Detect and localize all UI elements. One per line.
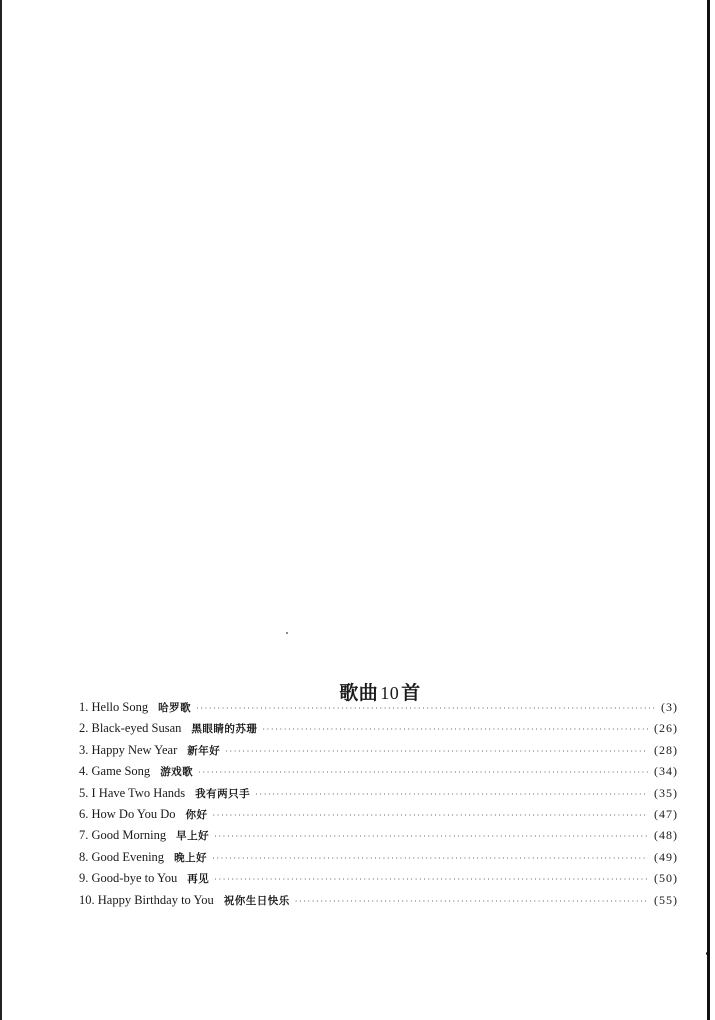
song-chinese-title: 哈罗歌 [158,702,192,714]
song-page-number: (3) [661,700,678,714]
page-left-edge [0,0,2,1020]
dot-leader [214,832,648,841]
dot-leader [198,768,648,777]
song-english-title: 2. Black-eyed Susan [79,721,182,736]
scan-speck [286,632,288,634]
song-english-title: 5. I Have Two Hands [79,785,186,800]
song-entry [79,871,678,892]
song-page-number: (26) [654,721,678,736]
song-english-title: 1. Hello Song [79,700,149,714]
song-page-number: (49) [654,849,678,864]
page-right-edge [707,0,710,1020]
dot-leader [212,854,648,863]
song-page-number: (34) [654,764,678,779]
song-entry [79,743,678,764]
song-chinese-title: 再见 [187,873,210,886]
dot-leader [214,875,648,884]
song-entry [79,893,678,914]
song-page-number: (47) [654,806,678,821]
song-english-title: 6. How Do You Do [79,806,176,821]
song-entry [79,828,678,849]
song-chinese-title: 我有两只手 [195,787,251,800]
song-english-title: 9. Good-bye to You [79,871,178,886]
song-entry [79,700,678,721]
dot-leader [255,790,648,799]
section-title-number: 10 [380,683,400,703]
song-page-number: (28) [654,742,678,757]
dot-leader [196,704,655,713]
song-page-number: (35) [654,785,678,800]
song-chinese-title: 黑眼睛的苏珊 [191,723,258,736]
song-entry [79,807,678,828]
song-entry [79,721,678,742]
song-page-number: (55) [654,892,678,907]
song-chinese-title: 早上好 [176,830,210,843]
song-page-number: (48) [654,828,678,843]
scan-speck [706,952,709,955]
dot-leader [295,897,648,906]
section-title-suffix: 首 [401,682,421,704]
dot-leader [262,725,648,734]
song-entry [79,786,678,807]
song-chinese-title: 祝你生日快乐 [223,894,290,907]
song-english-title: 4. Game Song [79,764,151,779]
song-list [79,700,678,914]
song-entry [79,764,678,785]
section-title-prefix: 歌曲 [339,682,379,704]
dot-leader [225,747,648,756]
song-english-title: 8. Good Evening [79,849,165,864]
song-chinese-title: 新年好 [187,744,221,757]
song-chinese-title: 你好 [185,808,208,821]
song-chinese-title: 游戏歌 [160,766,194,779]
song-english-title: 3. Happy New Year [79,742,178,757]
dot-leader [213,811,648,820]
song-chinese-title: 晚上好 [174,851,208,864]
song-entry [79,850,678,871]
song-english-title: 10. Happy Birthday to You [79,892,214,907]
song-page-number: (50) [654,871,678,886]
song-english-title: 7. Good Morning [79,828,167,843]
